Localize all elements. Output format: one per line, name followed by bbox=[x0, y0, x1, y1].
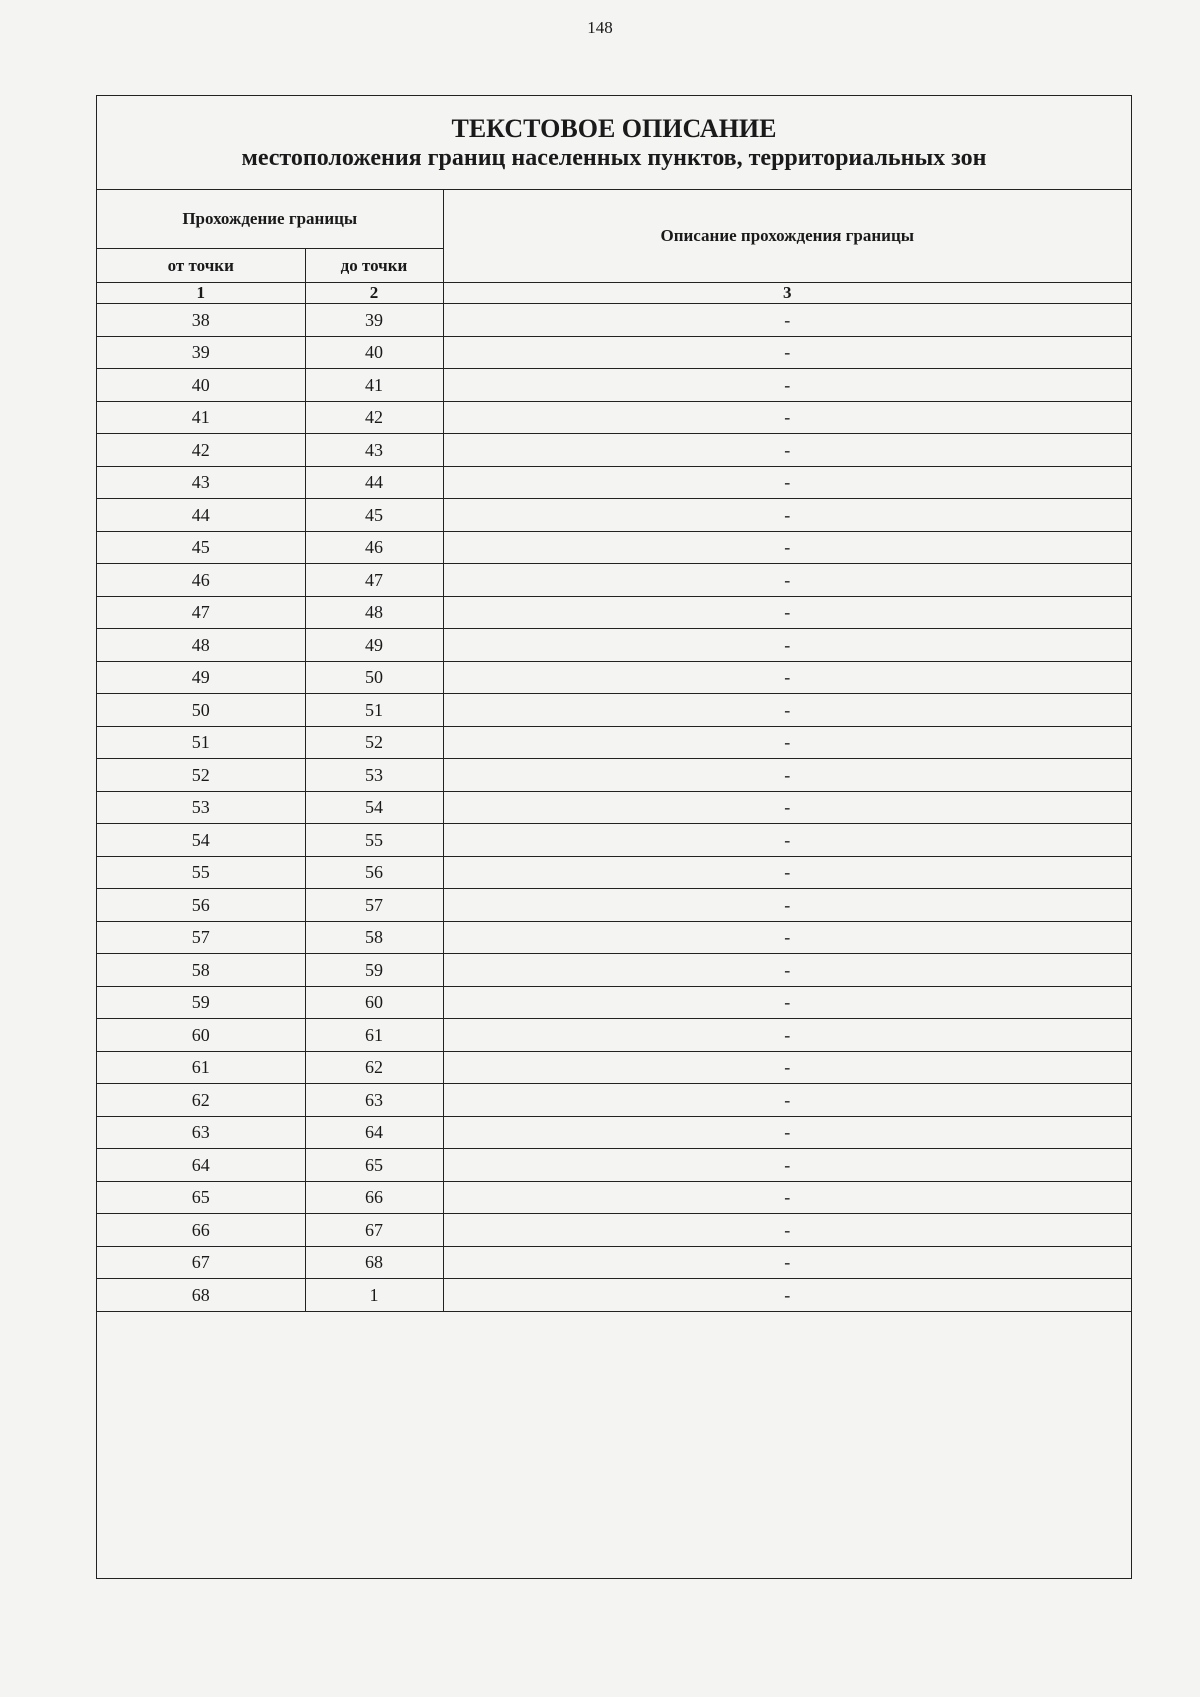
table-row bbox=[97, 434, 1131, 467]
to-point-cell: 57 bbox=[305, 889, 443, 922]
document-title: ТЕКСТОВОЕ ОПИСАНИЕ bbox=[451, 114, 777, 143]
document-frame bbox=[96, 95, 1132, 1579]
table-row bbox=[97, 1019, 1131, 1052]
description-cell: - bbox=[443, 434, 1131, 467]
to-point-cell: 67 bbox=[305, 1214, 443, 1247]
from-point-cell: 43 bbox=[97, 466, 305, 499]
description-cell: - bbox=[443, 856, 1131, 889]
table-row bbox=[97, 661, 1131, 694]
to-point-cell: 65 bbox=[305, 1149, 443, 1182]
to-point-cell: 46 bbox=[305, 531, 443, 564]
table-row bbox=[97, 694, 1131, 727]
table-row bbox=[97, 1084, 1131, 1117]
table-row bbox=[97, 304, 1131, 337]
description-cell: - bbox=[443, 629, 1131, 662]
to-point-cell: 47 bbox=[305, 564, 443, 597]
to-point-cell: 43 bbox=[305, 434, 443, 467]
page-number: 148 bbox=[587, 18, 613, 37]
to-point-cell: 40 bbox=[305, 336, 443, 369]
description-cell: - bbox=[443, 1149, 1131, 1182]
table-row bbox=[97, 986, 1131, 1019]
from-point-cell: 52 bbox=[97, 759, 305, 792]
description-cell: - bbox=[443, 824, 1131, 857]
table-row bbox=[97, 791, 1131, 824]
from-point-cell: 41 bbox=[97, 401, 305, 434]
table-row bbox=[97, 954, 1131, 987]
from-point-cell: 44 bbox=[97, 499, 305, 532]
table-row bbox=[97, 336, 1131, 369]
description-cell: - bbox=[443, 694, 1131, 727]
table-row bbox=[97, 369, 1131, 402]
to-point-cell: 39 bbox=[305, 304, 443, 337]
from-point-cell: 53 bbox=[97, 791, 305, 824]
from-point-cell: 58 bbox=[97, 954, 305, 987]
header-boundary-passage: Прохождение границы bbox=[97, 190, 443, 249]
description-cell: - bbox=[443, 726, 1131, 759]
from-point-cell: 67 bbox=[97, 1246, 305, 1279]
from-point-cell: 65 bbox=[97, 1181, 305, 1214]
from-point-cell: 50 bbox=[97, 694, 305, 727]
description-cell: - bbox=[443, 1214, 1131, 1247]
from-point-cell: 39 bbox=[97, 336, 305, 369]
to-point-cell: 44 bbox=[305, 466, 443, 499]
from-point-cell: 38 bbox=[97, 304, 305, 337]
boundary-table bbox=[97, 190, 1131, 1312]
table-row bbox=[97, 1116, 1131, 1149]
from-point-cell: 59 bbox=[97, 986, 305, 1019]
table-body bbox=[97, 304, 1131, 1312]
description-cell: - bbox=[443, 954, 1131, 987]
from-point-cell: 66 bbox=[97, 1214, 305, 1247]
to-point-cell: 45 bbox=[305, 499, 443, 532]
to-point-cell: 52 bbox=[305, 726, 443, 759]
description-cell: - bbox=[443, 759, 1131, 792]
table-row bbox=[97, 1279, 1131, 1312]
column-number-3: 3 bbox=[443, 283, 1131, 304]
to-point-cell: 66 bbox=[305, 1181, 443, 1214]
description-cell: - bbox=[443, 921, 1131, 954]
description-cell: - bbox=[443, 889, 1131, 922]
from-point-cell: 42 bbox=[97, 434, 305, 467]
description-cell: - bbox=[443, 1084, 1131, 1117]
description-cell: - bbox=[443, 1019, 1131, 1052]
from-point-cell: 54 bbox=[97, 824, 305, 857]
to-point-cell: 64 bbox=[305, 1116, 443, 1149]
description-cell: - bbox=[443, 1279, 1131, 1312]
from-point-cell: 40 bbox=[97, 369, 305, 402]
to-point-cell: 55 bbox=[305, 824, 443, 857]
to-point-cell: 59 bbox=[305, 954, 443, 987]
description-cell: - bbox=[443, 986, 1131, 1019]
table-row bbox=[97, 726, 1131, 759]
description-cell: - bbox=[443, 596, 1131, 629]
description-cell: - bbox=[443, 661, 1131, 694]
to-point-cell: 63 bbox=[305, 1084, 443, 1117]
from-point-cell: 45 bbox=[97, 531, 305, 564]
to-point-cell: 42 bbox=[305, 401, 443, 434]
table-row bbox=[97, 824, 1131, 857]
table-row bbox=[97, 1246, 1131, 1279]
from-point-cell: 64 bbox=[97, 1149, 305, 1182]
to-point-cell: 49 bbox=[305, 629, 443, 662]
description-cell: - bbox=[443, 401, 1131, 434]
description-cell: - bbox=[443, 1051, 1131, 1084]
document-subtitle: местоположения границ населенных пунктов, территориальных зон bbox=[241, 145, 987, 171]
to-point-cell: 62 bbox=[305, 1051, 443, 1084]
from-point-cell: 46 bbox=[97, 564, 305, 597]
to-point-cell: 51 bbox=[305, 694, 443, 727]
from-point-cell: 62 bbox=[97, 1084, 305, 1117]
from-point-cell: 48 bbox=[97, 629, 305, 662]
description-cell: - bbox=[443, 1246, 1131, 1279]
to-point-cell: 68 bbox=[305, 1246, 443, 1279]
header-to-point: до точки bbox=[305, 249, 443, 283]
description-cell: - bbox=[443, 564, 1131, 597]
description-cell: - bbox=[443, 791, 1131, 824]
title-block bbox=[97, 96, 1131, 190]
to-point-cell: 60 bbox=[305, 986, 443, 1019]
description-cell: - bbox=[443, 466, 1131, 499]
description-cell: - bbox=[443, 499, 1131, 532]
from-point-cell: 60 bbox=[97, 1019, 305, 1052]
from-point-cell: 49 bbox=[97, 661, 305, 694]
table-row bbox=[97, 889, 1131, 922]
to-point-cell: 50 bbox=[305, 661, 443, 694]
header-boundary-description: Описание прохождения границы bbox=[443, 190, 1131, 283]
description-cell: - bbox=[443, 369, 1131, 402]
table-row bbox=[97, 466, 1131, 499]
from-point-cell: 47 bbox=[97, 596, 305, 629]
table-row bbox=[97, 921, 1131, 954]
description-cell: - bbox=[443, 336, 1131, 369]
to-point-cell: 54 bbox=[305, 791, 443, 824]
table-row bbox=[97, 401, 1131, 434]
table-row bbox=[97, 1149, 1131, 1182]
description-cell: - bbox=[443, 531, 1131, 564]
from-point-cell: 51 bbox=[97, 726, 305, 759]
to-point-cell: 56 bbox=[305, 856, 443, 889]
table-row bbox=[97, 629, 1131, 662]
from-point-cell: 56 bbox=[97, 889, 305, 922]
to-point-cell: 1 bbox=[305, 1279, 443, 1312]
from-point-cell: 61 bbox=[97, 1051, 305, 1084]
table-row bbox=[97, 759, 1131, 792]
from-point-cell: 68 bbox=[97, 1279, 305, 1312]
table-row bbox=[97, 1181, 1131, 1214]
table-row bbox=[97, 564, 1131, 597]
table-row bbox=[97, 499, 1131, 532]
from-point-cell: 57 bbox=[97, 921, 305, 954]
column-number-2: 2 bbox=[305, 283, 443, 304]
table-row bbox=[97, 1214, 1131, 1247]
table-row bbox=[97, 1051, 1131, 1084]
header-from-point: от точки bbox=[97, 249, 305, 283]
description-cell: - bbox=[443, 1116, 1131, 1149]
column-number-1: 1 bbox=[97, 283, 305, 304]
table-row bbox=[97, 856, 1131, 889]
from-point-cell: 63 bbox=[97, 1116, 305, 1149]
to-point-cell: 61 bbox=[305, 1019, 443, 1052]
to-point-cell: 41 bbox=[305, 369, 443, 402]
to-point-cell: 48 bbox=[305, 596, 443, 629]
to-point-cell: 53 bbox=[305, 759, 443, 792]
table-row bbox=[97, 531, 1131, 564]
table-row bbox=[97, 596, 1131, 629]
from-point-cell: 55 bbox=[97, 856, 305, 889]
description-cell: - bbox=[443, 1181, 1131, 1214]
to-point-cell: 58 bbox=[305, 921, 443, 954]
description-cell: - bbox=[443, 304, 1131, 337]
